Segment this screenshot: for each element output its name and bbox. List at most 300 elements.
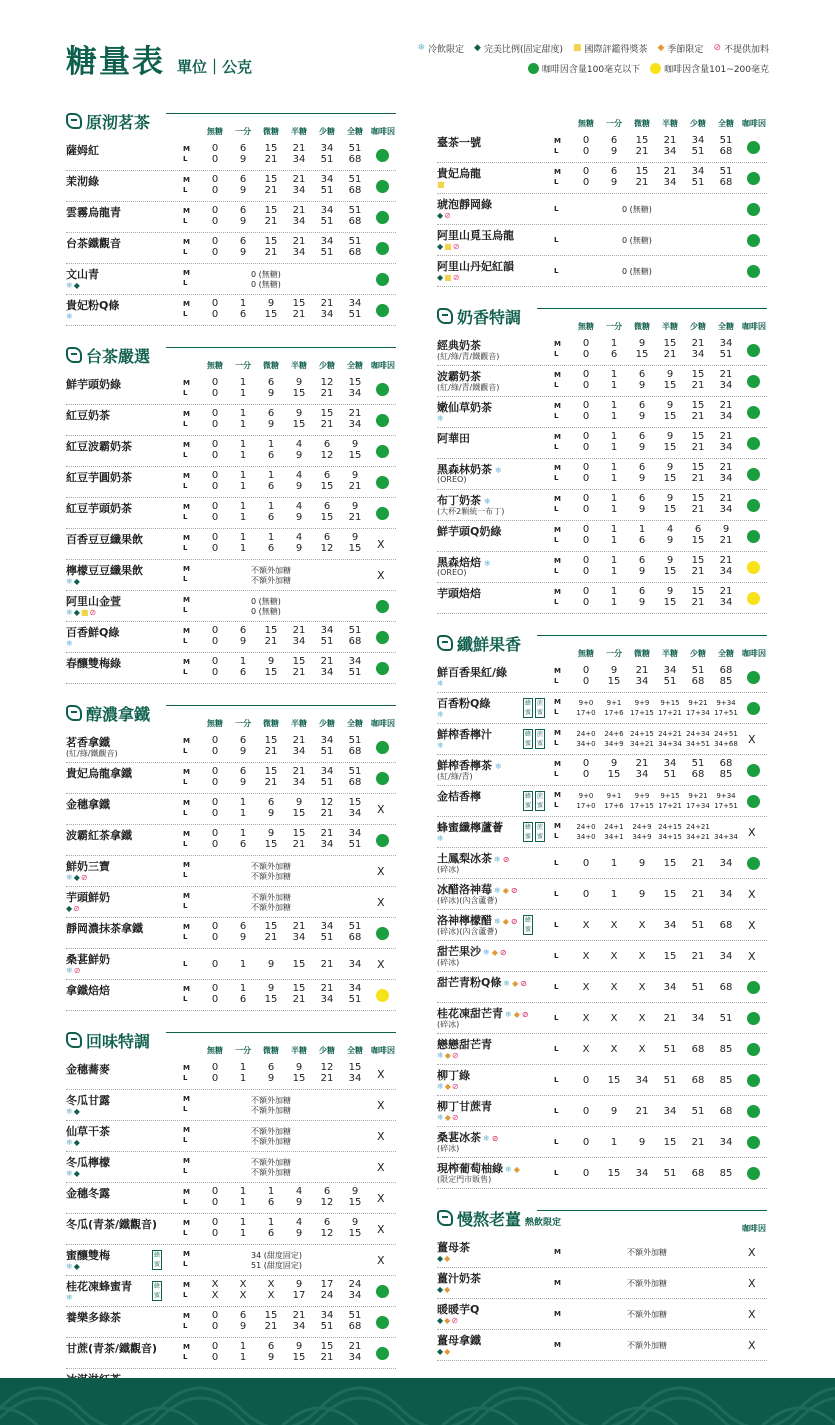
sugar-note: 0 (無糖) — [622, 267, 652, 276]
cold-only-icon: ❄ — [437, 679, 444, 688]
drink-name: 蜜釀雙梅 — [66, 1249, 110, 1262]
sugar-value: 9 — [267, 419, 275, 430]
sugar-value: 9 — [239, 777, 247, 788]
sugar-value: 0 — [582, 338, 590, 349]
sugar-value: 1 — [610, 473, 618, 484]
no-toppings-icon: ⊘ — [451, 1051, 459, 1060]
size-label: M — [183, 1281, 190, 1289]
size-label: M — [554, 588, 561, 596]
column-header: 全糖 — [718, 119, 734, 128]
sugar-value: 15 — [264, 667, 278, 678]
sugar-value: 34 — [719, 858, 733, 869]
sugar-value: 1 — [239, 808, 247, 819]
drink-subtitle: (紅/綠/青/鐵觀音) — [437, 352, 500, 361]
drink-row — [437, 1127, 767, 1158]
drink-name: 現榨葡萄柚綠 ❄ ◆ — [437, 1162, 520, 1175]
size-label: M — [554, 1310, 561, 1318]
size-label: M — [183, 503, 190, 511]
sugar-value: 9 — [638, 473, 646, 484]
column-headers — [66, 360, 396, 374]
sugar-value: 1 — [239, 959, 247, 970]
fixed-sweetness-icon: ◆ — [73, 608, 80, 617]
drink-row — [437, 848, 767, 879]
seasonal-icon: ◆ — [444, 1285, 451, 1294]
sugar-value: 68 — [348, 216, 362, 227]
drink-subtitle: (紅/綠/青/鐵觀音) — [437, 383, 500, 392]
caffeine-dot-icon — [747, 1167, 760, 1180]
size-label: L — [554, 859, 559, 867]
sugar-value: 0 — [211, 481, 219, 492]
section-原沏茗茶 — [66, 110, 396, 326]
no-caffeine-mark: X — [377, 1254, 385, 1267]
column-header: 咖啡因 — [742, 1224, 766, 1233]
seasonal-icon: ◆ — [491, 948, 498, 957]
sugar-value: 21 — [635, 146, 649, 157]
size-label: L — [183, 778, 188, 786]
sugar-value: 21 — [292, 667, 306, 678]
sugar-value: 21 — [264, 216, 278, 227]
sugar-note: 不額外加糖 — [251, 1137, 291, 1146]
sugar-value: 15 — [292, 656, 306, 667]
sugar-value: X — [582, 982, 590, 993]
size-label: L — [183, 279, 188, 287]
sugar-value: 24+21 — [686, 823, 710, 831]
size-label: M — [554, 402, 561, 410]
drink-icons — [437, 1347, 451, 1356]
footer-pattern — [0, 1378, 835, 1425]
legend-icon: ◆ — [474, 43, 481, 53]
sugar-value: 0 — [211, 470, 219, 481]
column-header: 一分 — [235, 719, 251, 728]
drink-name: 薩姆紅 — [66, 144, 99, 157]
sugar-value: X — [211, 1279, 219, 1290]
sugar-value: 9 — [267, 808, 275, 819]
size-label: M — [183, 176, 190, 184]
size-label: M — [183, 1250, 190, 1258]
sugar-value: 6 — [638, 493, 646, 504]
cane-honey-badge: 蔗蜜 — [536, 793, 543, 809]
sugar-value: 1 — [610, 889, 618, 900]
drink-icons — [66, 1169, 81, 1178]
sugar-note: 不額外加糖 — [251, 1168, 291, 1177]
sugar-value: 15 — [264, 1310, 278, 1321]
drink-subtitle: (碎冰) — [437, 1144, 460, 1153]
sugar-value: 9 — [295, 1228, 303, 1239]
sugar-value: 0 — [582, 889, 590, 900]
sugar-value: 15 — [292, 1073, 306, 1084]
sugar-value: 6 — [239, 309, 247, 320]
sugar-value: 15 — [292, 983, 306, 994]
drink-name: 薑母茶 — [437, 1241, 470, 1254]
caffeine-dot-icon — [747, 671, 760, 684]
drink-row — [437, 1158, 767, 1189]
seasonal-icon: ◆ — [444, 1254, 451, 1263]
cold-only-icon: ❄ — [494, 917, 501, 926]
drink-name: 甘蔗(青茶/鐵觀音) — [66, 1342, 158, 1355]
drink-row — [437, 972, 767, 1003]
column-header: 全糖 — [718, 322, 734, 331]
sugar-value: 1 — [239, 1228, 247, 1239]
drink-row — [437, 1034, 767, 1065]
caffeine-dot-icon — [747, 702, 760, 715]
column-headers — [66, 1045, 396, 1059]
drink-icons — [437, 1051, 460, 1060]
size-label: M — [554, 760, 561, 768]
caffeine-dot-icon — [376, 273, 389, 286]
drink-name: 金桔香檸 — [437, 790, 481, 803]
caffeine-dot-icon — [376, 445, 389, 458]
size-label: M — [183, 985, 190, 993]
sugar-value: 9 — [722, 524, 730, 535]
sugar-value: 34 — [292, 746, 306, 757]
no-toppings-icon: ⊘ — [444, 211, 451, 220]
section-回味特調 — [66, 1029, 396, 1400]
column-header: 無糖 — [578, 649, 594, 658]
sugar-value: 21 — [691, 951, 705, 962]
sugar-value: 6 — [323, 1217, 331, 1228]
legend-icon: ⊘ — [713, 43, 721, 53]
size-label: L — [183, 668, 188, 676]
sugar-value: 34 — [348, 656, 362, 667]
sugar-value: 0 — [211, 667, 219, 678]
drink-name: 阿里山金萱 — [66, 595, 121, 608]
size-label: M — [554, 340, 561, 348]
sugar-value: 34 — [292, 1321, 306, 1332]
sugar-value: 9+15 — [660, 699, 680, 707]
sugar-value: 17+0 — [576, 802, 596, 810]
sugar-value: 24+15 — [658, 823, 682, 831]
sugar-value: 6 — [239, 174, 247, 185]
drink-row — [437, 1065, 767, 1096]
drink-name: 百香鮮Q綠 — [66, 626, 120, 639]
sugar-value: 15 — [348, 377, 362, 388]
sugar-value: 9 — [610, 177, 618, 188]
cold-only-icon: ❄ — [483, 948, 490, 957]
sugar-value: 0 — [211, 777, 219, 788]
caffeine-dot-icon — [376, 662, 389, 675]
size-label: M — [183, 861, 190, 869]
sugar-value: 17+34 — [686, 709, 710, 717]
column-header: 少糖 — [319, 361, 335, 370]
sugar-value: 1 — [610, 442, 618, 453]
sugar-value: 34 — [719, 1137, 733, 1148]
fixed-sweetness-icon: ◆ — [437, 211, 444, 220]
sugar-value: 0 — [211, 377, 219, 388]
drink-name: 紅豆波霸奶茶 — [66, 440, 132, 453]
column-header: 全糖 — [347, 1046, 363, 1055]
sugar-value: 6 — [239, 766, 247, 777]
column-header: 咖啡因 — [742, 649, 766, 658]
sugar-value: 0 — [582, 135, 590, 146]
drink-name: 金穗拿鐵 — [66, 798, 110, 811]
sugar-value: 9 — [295, 512, 303, 523]
seasonal-icon: ◆ — [512, 979, 519, 988]
sugar-value: 24+9 — [632, 823, 652, 831]
sugar-value: 9 — [638, 1137, 646, 1148]
caffeine-dot-icon — [376, 180, 389, 193]
sugar-value: 6 — [323, 470, 331, 481]
caffeine-dot-icon — [747, 406, 760, 419]
sugar-value: 6 — [267, 1197, 275, 1208]
drink-subtitle: (紅/綠/鐵觀音) — [66, 749, 118, 758]
title-text: 糖量表 — [66, 44, 165, 80]
sugar-value: X — [239, 1279, 247, 1290]
caffeine-dot-icon — [747, 561, 760, 574]
size-label: L — [183, 575, 188, 583]
legend-icon: ❄ — [417, 43, 425, 53]
drink-icons — [437, 834, 445, 843]
sugar-value: 34 — [719, 951, 733, 962]
sugar-value: 15 — [663, 951, 677, 962]
sugar-value: 51 — [348, 205, 362, 216]
sugar-value: 21 — [635, 758, 649, 769]
sugar-value: 6 — [638, 431, 646, 442]
size-label: L — [554, 536, 559, 544]
drink-icons — [66, 904, 81, 913]
sugar-value: 0 — [582, 1075, 590, 1086]
size-label: L — [554, 205, 559, 213]
caffeine-dot-icon — [376, 476, 389, 489]
size-label: M — [183, 238, 190, 246]
sugar-value: 6 — [239, 625, 247, 636]
caffeine-dot-icon — [747, 530, 760, 543]
drink-name: 拿鐵焙焙 — [66, 984, 110, 997]
section-台茶嚴選 — [66, 344, 396, 684]
size-label: M — [183, 1188, 190, 1196]
sugar-value: 51 — [719, 166, 733, 177]
caffeine-dot-icon — [376, 1347, 389, 1360]
size-label: M — [183, 627, 190, 635]
no-toppings-icon: ⊘ — [502, 855, 510, 864]
sugar-value: 1 — [610, 380, 618, 391]
caffeine-dot-icon — [747, 1043, 760, 1056]
sugar-value: 17 — [292, 1290, 306, 1301]
sugar-value: 17+21 — [658, 709, 682, 717]
sugar-value: 15 — [663, 597, 677, 608]
sugar-value: 24+51 — [714, 730, 738, 738]
sugar-value: 34 — [691, 1013, 705, 1024]
sugar-value: 34 — [719, 473, 733, 484]
size-label: M — [183, 1219, 190, 1227]
sugar-value: 24+6 — [604, 730, 624, 738]
legend-item — [573, 42, 648, 55]
size-label: M — [554, 791, 561, 799]
section-title: 纖鮮果香 — [457, 634, 522, 654]
drink-row — [437, 1268, 767, 1299]
drink-icons — [437, 1254, 451, 1263]
sugar-value: 21 — [320, 959, 334, 970]
column-header: 少糖 — [690, 649, 706, 658]
size-label: L — [183, 1074, 188, 1082]
sugar-value: 51 — [320, 636, 334, 647]
sugar-value: 51 — [691, 665, 705, 676]
drink-row — [437, 786, 767, 817]
sugar-value: 34 — [320, 205, 334, 216]
sugar-value: 0 — [211, 921, 219, 932]
sugar-value: 21 — [292, 994, 306, 1005]
legend-label: 冷飲限定 — [428, 44, 465, 55]
legend-label: 季節限定 — [667, 44, 704, 55]
sugar-value: 21 — [292, 921, 306, 932]
caffeine-dot-icon — [650, 63, 661, 74]
fixed-sweetness-icon: ◆ — [437, 242, 444, 251]
drink-icons — [437, 211, 452, 220]
sugar-value: 68 — [348, 1321, 362, 1332]
sugar-value: 51 — [320, 154, 334, 165]
legend — [417, 41, 769, 75]
size-label: M — [554, 137, 561, 145]
drink-name: 黑森林奶茶 ❄ — [437, 463, 502, 476]
caffeine-dot-icon — [747, 265, 760, 278]
cold-only-icon: ❄ — [437, 741, 444, 750]
cold-only-icon: ❄ — [66, 577, 73, 586]
sugar-value: 9 — [267, 1073, 275, 1084]
sugar-value: 24+0 — [576, 730, 596, 738]
drink-name: 波霸奶茶 — [437, 370, 481, 383]
size-label: M — [183, 441, 190, 449]
sugar-value: 34 — [691, 135, 705, 146]
sugar-value: 1 — [610, 566, 618, 577]
sugar-value: 0 — [211, 216, 219, 227]
drink-row — [66, 794, 396, 825]
sugar-value: 68 — [348, 185, 362, 196]
sugar-value: X — [638, 1013, 646, 1024]
sugar-value: 51 — [348, 766, 362, 777]
sugar-value: 51 — [663, 1044, 677, 1055]
sugar-value: 85 — [719, 1168, 733, 1179]
sugar-value: 9+9 — [634, 792, 650, 800]
sugar-value: 9 — [666, 431, 674, 442]
sugar-value: X — [582, 1013, 590, 1024]
cold-only-icon: ❄ — [495, 466, 502, 475]
sugar-value: 68 — [691, 1044, 705, 1055]
drink-name: 阿里山丹妃紅韻 — [437, 260, 514, 273]
no-toppings-icon: ⊘ — [521, 1010, 529, 1019]
legend-item — [658, 42, 704, 55]
sugar-value: 21 — [264, 777, 278, 788]
sugar-note: 不額外加糖 — [251, 576, 291, 585]
sugar-note: 0 (無糖) — [251, 280, 281, 289]
sugar-value: 68 — [719, 982, 733, 993]
sugar-value: 21 — [719, 431, 733, 442]
no-caffeine-mark: X — [748, 1339, 756, 1352]
sugar-value: 1 — [239, 1352, 247, 1363]
sugar-value: 9+21 — [688, 699, 708, 707]
fixed-sweetness-icon: ◆ — [73, 577, 80, 586]
sugar-value: 34+1 — [604, 833, 624, 841]
cold-only-icon: ❄ — [437, 710, 444, 719]
drink-name: 桂花凍蜂蜜青 — [66, 1280, 132, 1293]
award-tea-icon: ■ — [80, 608, 89, 617]
sugar-value: 15 — [663, 338, 677, 349]
sugar-value: 1 — [610, 535, 618, 546]
column-header: 半糖 — [291, 361, 307, 370]
drink-row — [66, 622, 396, 653]
sugar-value: 21 — [691, 1137, 705, 1148]
sugar-value: 1 — [610, 504, 618, 515]
no-caffeine-mark: X — [377, 1192, 385, 1205]
drink-name: 黑森焙焙 ❄ — [437, 556, 491, 569]
size-label: L — [554, 443, 559, 451]
sugar-value: 0 — [582, 369, 590, 380]
sugar-value: X — [638, 982, 646, 993]
sugar-value: 0 — [211, 185, 219, 196]
size-label: L — [554, 1107, 559, 1115]
section-纖鮮果香 — [437, 632, 767, 1189]
column-header: 無糖 — [578, 119, 594, 128]
drink-row — [437, 459, 767, 490]
section-慢熬老薑 — [437, 1207, 767, 1361]
sugar-value: 24+0 — [576, 823, 596, 831]
sugar-value: 6 — [239, 236, 247, 247]
drink-name: 貴妃粉Q條 — [66, 299, 120, 312]
sugar-value: 85 — [719, 1075, 733, 1086]
no-toppings-icon: ⊘ — [499, 948, 507, 957]
sugar-value: 34 — [348, 1352, 362, 1363]
drink-name: 紅豆芋圓奶茶 — [66, 471, 132, 484]
column-header: 咖啡因 — [371, 1046, 395, 1055]
legend-row-symbols — [417, 41, 769, 55]
sugar-value: X — [638, 1044, 646, 1055]
caffeine-dot-icon — [376, 149, 389, 162]
size-label: L — [183, 747, 188, 755]
sugar-value: X — [267, 1279, 275, 1290]
size-label: M — [183, 207, 190, 215]
sugar-value: 6 — [638, 535, 646, 546]
sugar-value: 4 — [295, 501, 303, 512]
size-label: L — [183, 1167, 188, 1175]
sugar-value: 0 — [582, 597, 590, 608]
sugar-value: 68 — [719, 920, 733, 931]
sugar-value: 21 — [691, 597, 705, 608]
fixed-sweetness-icon: ◆ — [73, 1169, 80, 1178]
legend-item — [650, 62, 769, 75]
size-label: M — [554, 698, 561, 706]
sugar-value: 9 — [638, 566, 646, 577]
drink-icons — [437, 1316, 459, 1325]
sugar-value: 21 — [320, 1352, 334, 1363]
size-label: M — [183, 737, 190, 745]
sugar-value: 34 — [348, 1073, 362, 1084]
drink-row — [66, 1090, 396, 1121]
drink-row — [66, 295, 396, 326]
sugar-value: 21 — [635, 1106, 649, 1117]
sugar-value: 21 — [292, 236, 306, 247]
sugar-value: 0 — [582, 349, 590, 360]
sugar-value: 1 — [610, 338, 618, 349]
drink-row — [437, 552, 767, 583]
sugar-value: 1 — [239, 828, 247, 839]
drink-name: 靜岡濃抹茶拿鐵 — [66, 922, 143, 935]
drink-name: 檸檬豆豆纖果飲 — [66, 564, 143, 577]
no-toppings-icon: ⊘ — [451, 1082, 459, 1091]
column-header: 咖啡因 — [742, 119, 766, 128]
sugar-value: 6 — [323, 501, 331, 512]
drink-row — [66, 763, 396, 794]
sugar-value: 1 — [239, 1186, 247, 1197]
drink-name: 桂花凍甜芒青 ❄ ◆ ⊘ — [437, 1007, 529, 1020]
fixed-sweetness-icon: ◆ — [73, 1138, 80, 1147]
caffeine-dot-icon — [747, 981, 760, 994]
sugar-value: 51 — [663, 1075, 677, 1086]
drink-row — [437, 397, 767, 428]
legend-icon: ■ — [572, 43, 582, 53]
sugar-value: 0 — [582, 166, 590, 177]
caffeine-dot-icon — [747, 141, 760, 154]
drink-icons — [437, 1285, 451, 1294]
cold-only-icon: ❄ — [495, 762, 502, 771]
column-header: 微糖 — [263, 127, 279, 136]
